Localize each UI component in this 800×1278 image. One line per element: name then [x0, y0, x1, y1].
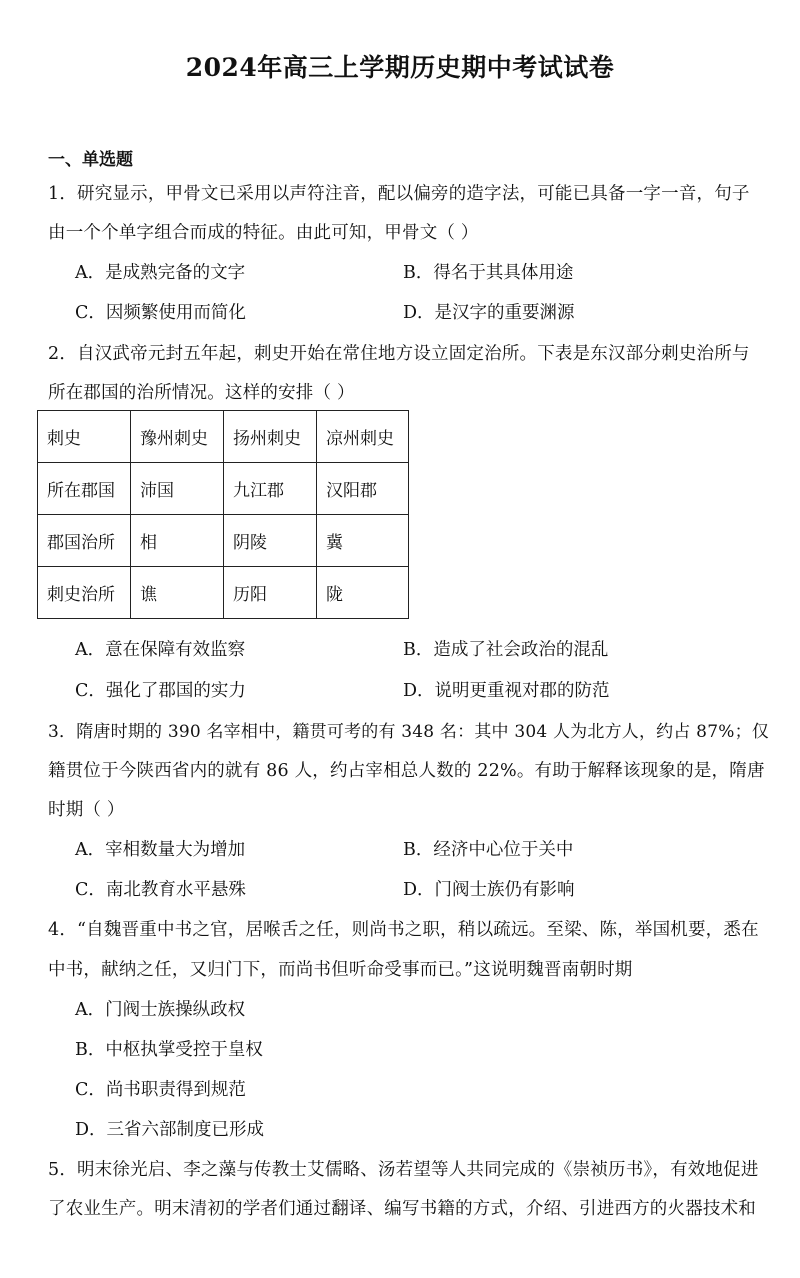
question-3-text: 3．隋唐时期的 390 名宰相中，籍贯可考的有 348 名：其中 304 人为北方人，约占 87%；仅	[48, 722, 769, 742]
question-1-option-b: B．得名于其具体用途	[403, 263, 574, 283]
question-3-option-c: C．南北教育水平悬殊	[75, 880, 246, 900]
table-row	[38, 463, 409, 515]
question-2-text: 所在郡国的治所情况。这样的安排（ ）	[48, 383, 355, 403]
question-2-option-d: D．说明更重视对郡的防范	[403, 681, 610, 701]
table-row	[38, 411, 409, 463]
table-cell: 刺史	[38, 411, 131, 463]
table-cell: 汉阳郡	[317, 463, 409, 515]
table-cell: 刺史治所	[38, 567, 131, 619]
table-cell: 郡国治所	[38, 515, 131, 567]
table-cell: 相	[131, 515, 224, 567]
page-title: 2024年高三上学期历史期中考试试卷	[185, 53, 615, 82]
question-1-option-c: C．因频繁使用而简化	[75, 303, 246, 323]
question-5-text: 了农业生产。明末清初的学者们通过翻译、编写书籍的方式，介绍、引进西方的火器技术和	[48, 1199, 756, 1219]
question-3-option-d: D．门阀士族仍有影响	[403, 880, 575, 900]
question-2-text: 2．自汉武帝元封五年起，刺史开始在常住地方设立固定治所。下表是东汉部分刺史治所与	[48, 344, 750, 364]
question-1-text: 1．研究显示，甲骨文已采用以声符注音，配以偏旁的造字法，可能已具备一字一音，句子	[48, 184, 750, 204]
question-4-option-c: C．尚书职责得到规范	[75, 1080, 246, 1100]
question-2-option-c: C．强化了郡国的实力	[75, 681, 246, 701]
table-cell: 冀	[317, 515, 409, 567]
question-2-option-a: A．意在保障有效监察	[75, 640, 246, 660]
question-3-option-b: B．经济中心位于关中	[403, 840, 574, 860]
question-2-option-b: B．造成了社会政治的混乱	[403, 640, 609, 660]
question-4-text: 4．“自魏晋重中书之官，居喉舌之任，则尚书之职，稍以疏远。至梁、陈，举国机要，悉在	[48, 920, 759, 940]
table-cell: 扬州刺史	[224, 411, 317, 463]
question-4-option-d: D．三省六部制度已形成	[75, 1120, 265, 1140]
question-3-text: 时期（ ）	[48, 800, 125, 820]
table-cell: 历阳	[224, 567, 317, 619]
question-4-option-a: A．门阀士族操纵政权	[75, 1000, 246, 1020]
question-1-text: 由一个个单字组合而成的特征。由此可知，甲骨文（ ）	[48, 223, 479, 243]
table-cell: 所在郡国	[38, 463, 131, 515]
question-3-option-a: A．宰相数量大为增加	[75, 840, 246, 860]
table-cell: 豫州刺史	[131, 411, 224, 463]
question-5-text: 5．明末徐光启、李之藻与传教士艾儒略、汤若望等人共同完成的《崇祯历书》，有效地促进	[48, 1160, 759, 1180]
table-cell: 凉州刺史	[317, 411, 409, 463]
question-1-option-d: D．是汉字的重要渊源	[403, 303, 575, 323]
table-cell: 谯	[131, 567, 224, 619]
question-2-table	[37, 410, 409, 619]
table-cell: 阴陵	[224, 515, 317, 567]
question-4-option-b: B．中枢执掌受控于皇权	[75, 1040, 263, 1060]
question-4-text: 中书，献纳之任，又归门下，而尚书但听命受事而已。”这说明魏晋南朝时期	[48, 960, 633, 980]
table-cell: 陇	[317, 567, 409, 619]
table-row	[38, 515, 409, 567]
section-heading: 一、单选题	[48, 150, 133, 170]
table-cell: 九江郡	[224, 463, 317, 515]
question-3-text: 籍贯位于今陕西省内的就有 86 人，约占宰相总人数的 22%。有助于解释该现象的是，隋唐	[48, 761, 765, 781]
table-row	[38, 567, 409, 619]
table-cell: 沛国	[131, 463, 224, 515]
question-1-option-a: A．是成熟完备的文字	[75, 263, 246, 283]
